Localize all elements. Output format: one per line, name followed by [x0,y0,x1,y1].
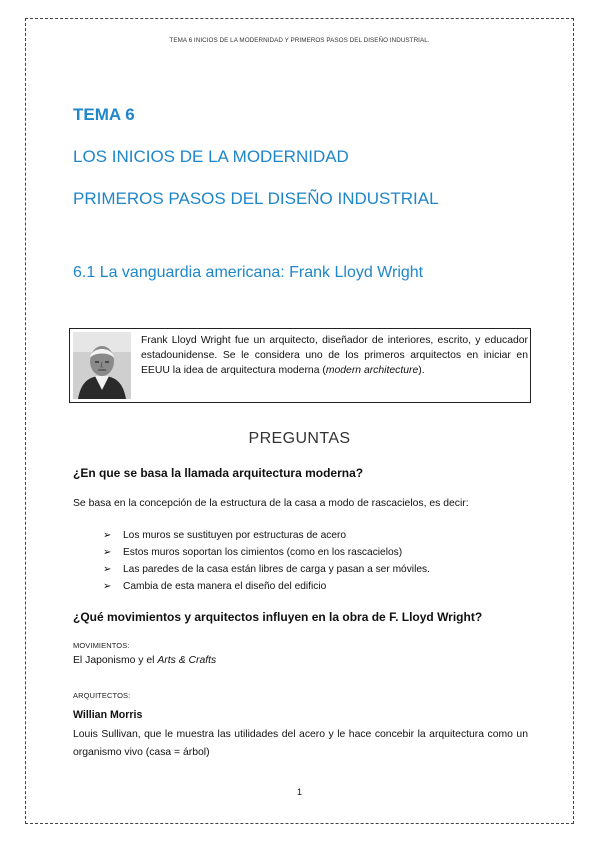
title-line-2: PRIMEROS PASOS DEL DISEÑO INDUSTRIAL [73,189,439,208]
bullet-text: Cambia de esta manera el diseño del edificio [123,581,327,592]
section-heading: 6.1 La vanguardia americana: Frank Lloyd Wright [73,264,424,281]
arrow-bullet-icon: ➢ [103,564,112,575]
bullet-list [103,527,430,595]
arrow-bullet-icon: ➢ [103,530,112,541]
arrow-bullet-icon: ➢ [103,547,112,558]
question-1: ¿En que se basa la llamada arquitectura moderna? [73,466,364,480]
list-item [103,561,430,578]
list-item [103,527,430,544]
bullet-text: Los muros se sustituyen por estructuras de acero [123,530,347,541]
bullet-text: Estos muros soportan los cimientos (como en los rascacielos) [123,547,403,558]
bio-main-text: Frank Lloyd Wright fue un arquitecto, diseñador de interiores, escrito, y educador estadounidense. Se le considera uno de los primeros arquitectos en iniciar en EEUU la idea de arquitectura moderna ( [141,335,528,377]
arquitecto-sullivan: Louis Sullivan, que le muestra las utilidades del acero y le hace concebir la arquitectura como un organismo vivo (casa = árbol) [73,729,528,758]
list-item [103,578,430,595]
page-border [25,18,574,824]
bio-tail: ). [418,365,425,377]
bio-text [141,333,528,379]
portrait-image [73,332,131,399]
movimientos-label: MOVIMIENTOS: [73,641,130,650]
movimientos-text [73,655,216,666]
movimientos-italic: Arts & Crafts [157,655,217,666]
bullet-text: Las paredes de la casa están libres de carga y pasan a ser móviles. [123,564,430,575]
title-line-1: LOS INICIOS DE LA MODERNIDAD [73,147,349,166]
portrait-photo [73,332,131,399]
tema-title: TEMA 6 [73,105,135,124]
bio-box [69,328,531,403]
running-header: TEMA 6 INICIOS DE LA MODERNIDAD Y PRIMEROS PASOS DEL DISEÑO INDUSTRIAL. [169,37,430,44]
movimientos-plain: El Japonismo y el [73,655,158,666]
page-number: 1 [296,787,302,797]
arquitecto-morris: Willian Morris [73,709,143,721]
questions-heading: PREGUNTAS [248,430,351,447]
arquitectos-label: ARQUITECTOS: [73,691,131,700]
answer-1: Se basa en la concepción de la estructura de la casa a modo de rascacielos, es decir: [73,498,469,509]
question-2: ¿Qué movimientos y arquitectos influyen en la obra de F. Lloyd Wright? [73,610,483,624]
list-item [103,544,430,561]
bio-italic-term: modern architecture [325,365,419,377]
arrow-bullet-icon: ➢ [103,581,112,592]
